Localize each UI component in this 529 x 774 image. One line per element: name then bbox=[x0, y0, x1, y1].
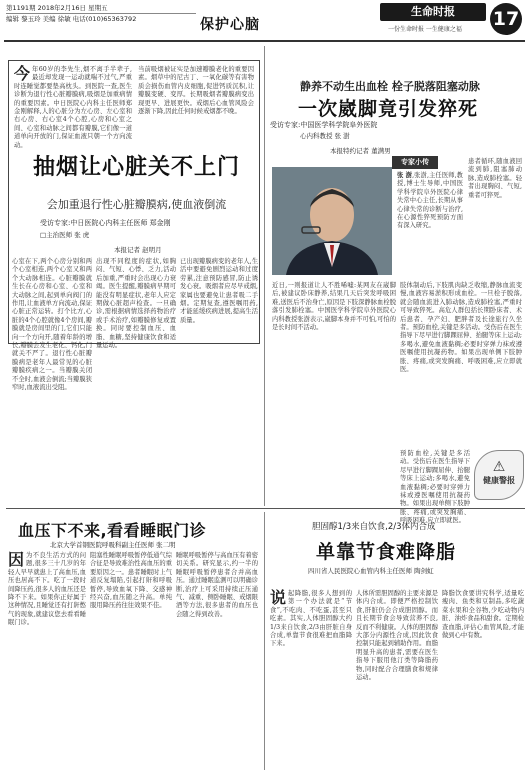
article-2-kicker: 静养不动生出血栓 栓子脱落阻塞动脉 bbox=[300, 80, 480, 93]
article-2-expert: 受访专家:中国医学科学院阜外医院 bbox=[270, 121, 378, 129]
article-4-body-2: 人体所需胆固醇的主要来源是体内合成。即便严格控制饮食,肝脏仍会合成胆固醇。而且长期节食会导致营养不良,反而不利健康。 bbox=[356, 590, 438, 631]
dropcap: 今 bbox=[14, 64, 31, 83]
header-divider bbox=[4, 40, 525, 42]
article-1-body-1: 心室在下,两个心房分别和两个心室相连,两个心室又和两个大动脉相连。心脏瓣膜就生长在心房和心室、心室和大动脉之间,起到单向阀门的作用,让血液单方向流动,保证心脏正常运转。打个比方,心脏的4个心腔就像4个房间,瓣膜就是房间里的门,它们只能向一个方向开,随着年龄的增长,瓣膜会发生老化、钙化,门就关不严了。退行性心脏瓣膜病是老年人最常见的心脏瓣膜疾病之一。当瓣膜关闭不全时,血液会倒流;当瓣膜狭窄时,血液流出受阻。 bbox=[12, 258, 92, 392]
article-1-lead-cont: 当前吸烟被证实是加速瓣膜老化的重要因素。烟草中的尼古丁、一氧化碳等有害物质会损伤血管内皮细胞,促进钙质沉积,让瓣膜变硬、变厚。长期吸烟者瓣膜病变出现更早、进展更快。戒烟后心血管风险会逐渐下降,因此任何时候戒烟都不晚。 bbox=[138, 66, 254, 116]
expert-name: 张 澍 bbox=[397, 172, 413, 179]
article-3-body-3: 睡眠呼吸暂停与高血压有着密切关系。研究显示,约一半的睡眠呼吸暂停患者合并高血压。通过睡眠监测可以明确诊断,治疗上可采用持续正压通气、减重、侧卧睡眠、戒烟限酒等方法,很多患者的血压也会随之得到改善。 bbox=[176, 552, 258, 618]
health-alert-badge bbox=[474, 450, 524, 500]
expert-profile-tag: 专家小传 bbox=[392, 156, 438, 169]
article-3-col3 bbox=[176, 552, 258, 770]
article-1-body-4: 已出现瓣膜病变的老年人,生活中要避免剧烈运动和过度劳累,注意预防感冒,防止诱发心衰。吸烟者应尽早戒烟,家属也要避免让患者吸二手烟。定期复查,遵医嘱用药,才能延缓疾病进展,提高生活质量。 bbox=[180, 258, 258, 324]
issue-line: 第1191期 2018年2月16日 星期五 bbox=[6, 4, 108, 12]
article-4-body-3: 人体的胆固醇大部分内源性合成,因此饮食控制只能起到辅助作用。血脂明显升高的患者,需要在医生指导下服用他汀类等降脂药物,同时配合合理膳食和规律运动。 bbox=[356, 623, 439, 682]
article-3-col2 bbox=[90, 552, 172, 770]
article-4-headline: 单靠节食难降脂 bbox=[316, 541, 457, 563]
article-2-body-2: 肢体制动后,下肢肌肉缺乏收缩,静脉血流变慢,血液容易淤积形成血栓。一旦栓子脱落,就会随血流进入肺动脉,造成肺栓塞,严重时可导致猝死。高危人群包括长期卧床者、术后患者、孕产妇、肥胖者及长途旅行久坐者。 bbox=[400, 282, 522, 332]
section-divider bbox=[6, 508, 525, 509]
article-2-expert-role: 心内科教授 张 澍 bbox=[300, 132, 350, 140]
article-1-reporter: 本报记者 赵明月 bbox=[114, 246, 162, 254]
article-1-lead-col1 bbox=[14, 64, 132, 149]
article-1-col1 bbox=[12, 258, 92, 473]
column-divider-lower bbox=[264, 512, 265, 770]
article-2-side-col bbox=[468, 158, 522, 277]
article-1-body-3: 出现不同程度的症状,如胸闷、气短、心悸、乏力,活动后加重,严重时会出现心力衰竭。医生提醒,瓣膜病早期可能没有明显症状,老年人应定期做心脏超声检查。一旦确诊,需根据病情选择药物治疗或手术治疗,如瓣膜修复或置换。同时要控制血压、血脂、血糖,坚持健康饮食和适量运动。 bbox=[96, 258, 176, 350]
article-1-col2 bbox=[96, 258, 176, 473]
article-1-expert: 受访专家:中日医院心内科主任医师 郑金刚 bbox=[40, 219, 171, 227]
slogan: 一份生命时报 一生健康之福 bbox=[388, 26, 462, 33]
expert-portrait-photo bbox=[272, 167, 392, 275]
article-1-expert-2: □主治医师 张 虎 bbox=[40, 231, 90, 239]
badge-label: 健康警报 bbox=[483, 476, 515, 485]
article-1-lead-col2 bbox=[138, 66, 254, 146]
article-2-col2-tail bbox=[400, 450, 470, 525]
article-2-body-1: 近日,一则报道让人不胜唏嘘:某网友在崴脚后,被建议卧床静养,结果几天后突发呼吸困难,送医后不治身亡,原因是下肢深静脉血栓脱落引发肺栓塞。中国医学科学院阜外医院心内科教授张澍表示,崴脚本身并不可怕,可怕的是长时间不活动。 bbox=[272, 282, 396, 332]
article-2-body-4: 预防血栓,关键是多活动。受伤后在医生指导下尽早进行脚踝屈伸、抬腿等床上运动;多喝水,避免血液黏稠;必要时穿弹力袜或遵医嘱使用抗凝药物。如果出现单侧下肢肿胀、疼痛,或突发胸痛、呼吸困难,应立即就医。 bbox=[400, 324, 522, 374]
dropcap: 说 bbox=[270, 588, 287, 607]
expert-bio-text: 张澍,主任医师,教授,博士生导师,中国医学科学院阜外医院心律失常中心主任,长期从事心律失常的诊断与治疗,在心源性猝死预防方面有深入研究。 bbox=[397, 172, 463, 230]
article-1-subheadline: 会加重退行性心脏瓣膜病,使血液倒流 bbox=[46, 198, 227, 211]
article-4-byline: 四川省人民医院心血管内科主任医师 陶剑虹 bbox=[308, 567, 434, 575]
masthead-info bbox=[6, 4, 196, 23]
article-3-body-1: 为不良生活方式的问题,很多三十几岁的年轻人早早就患上了高血压,血压也居高不下。吃了一段时间降压药,很多人的血压还是降不下来。如果你正好属于这种情况,且睡觉还有打鼾憋气的现象,就建议您去看看睡眠门诊。 bbox=[8, 552, 86, 627]
newspaper-logo: 生命时报 bbox=[380, 3, 486, 21]
article-4-kicker: 胆固醇1/3来自饮食,2/3体内合成 bbox=[312, 522, 436, 532]
article-4-body-1: 起降脂,很多人想到的第一个办法就是“节食”,不吃肉、不吃蛋,甚至只吃素。其实,人体胆固醇大约1/3来自饮食,2/3由肝脏自身合成,单靠节食很难把血脂降下来。 bbox=[270, 590, 352, 648]
article-2-col1 bbox=[272, 282, 396, 504]
page-number: 17 bbox=[490, 3, 522, 35]
article-2-body-4-tail: 预防血栓,关键是多活动。受伤后在医生指导下尽早进行脚踝屈伸、抬腿等床上运动;多喝水,避免血液黏稠;必要时穿弹力袜或遵医嘱使用抗凝药物。如果出现单侧下肢肿胀、疼痛,或突发胸痛、呼吸困难,应立即就医。 bbox=[400, 450, 470, 525]
article-3-col1 bbox=[8, 552, 86, 770]
expert-bio: 张 澍,张澍,主任医师,教授,博士生导师,中国医学科学院阜外医院心律失常中心主任,长期从事心律失常的诊断与治疗,在心源性猝死预防方面有深入研究。 bbox=[397, 172, 463, 230]
dropcap: 因 bbox=[8, 550, 25, 569]
article-3-byline: 北京大学首钢医院呼吸科副主任医师 张二明 bbox=[50, 541, 176, 549]
editor-line: 编辑 黎玉玲 美编 徐敏 电话(010)65363792 bbox=[6, 13, 196, 23]
article-2-reporter: 本报特约记者 董满男 bbox=[330, 147, 391, 155]
article-3-headline: 血压下不来,看看睡眠门诊 bbox=[18, 521, 207, 540]
article-2-headline: 一次崴脚竟引发猝死 bbox=[298, 98, 479, 120]
article-1-headline: 抽烟让心脏关不上门 bbox=[32, 155, 240, 180]
alert-icon: ⚠ bbox=[492, 459, 506, 475]
portrait-illustration bbox=[272, 167, 392, 275]
section-title: 保护心脑 bbox=[200, 17, 260, 33]
article-4-col3 bbox=[442, 590, 524, 770]
article-1-lead-text: 年60岁的李先生,烟不离手半辈子,最近却发现一运动就喘不过气,严重时连睡觉都要垫高枕头。到医院一查,医生诊断为退行性心脏瓣膜病,吸烟是加重病情的重要因素。中日医院心内科主任医师郑金刚解释,人的心脏分为左心房、左心室和右心房、右心室4个心腔,心房和心室之间、心室和动脉之间都有瓣膜,它们像一道道单向开放的门,保证血液只朝一个方向流动。 bbox=[14, 66, 132, 149]
article-4-body-4: 降脂饮食要讲究科学,适量吃瘦肉、鱼类和豆制品,多吃蔬菜水果和全谷物,少吃动物内脏、油炸食品和甜食。定期检查血脂,评估心血管风险,才能做到心中有数。 bbox=[442, 590, 524, 640]
article-1-col3 bbox=[180, 258, 258, 473]
article-4-col1 bbox=[270, 590, 352, 770]
article-2-body-3: 患者循环,随血液回流到肺,阻塞肺动脉,造成肺栓塞。轻者出现胸闷、气短,重者可猝死。 bbox=[468, 158, 522, 199]
article-2-col2 bbox=[400, 282, 522, 448]
column-divider bbox=[264, 46, 265, 506]
article-4-col2 bbox=[356, 590, 438, 770]
article-3-body-2: 阻塞性睡眠呼吸暂停低通气综合征是导致难治性高血压的重要原因之一。患者睡眠时上气道反复塌陷,引起打鼾和呼吸暂停,导致血氧下降、交感神经兴奋,血压随之升高。单纯服用降压药往往效果不佳。 bbox=[90, 552, 172, 610]
